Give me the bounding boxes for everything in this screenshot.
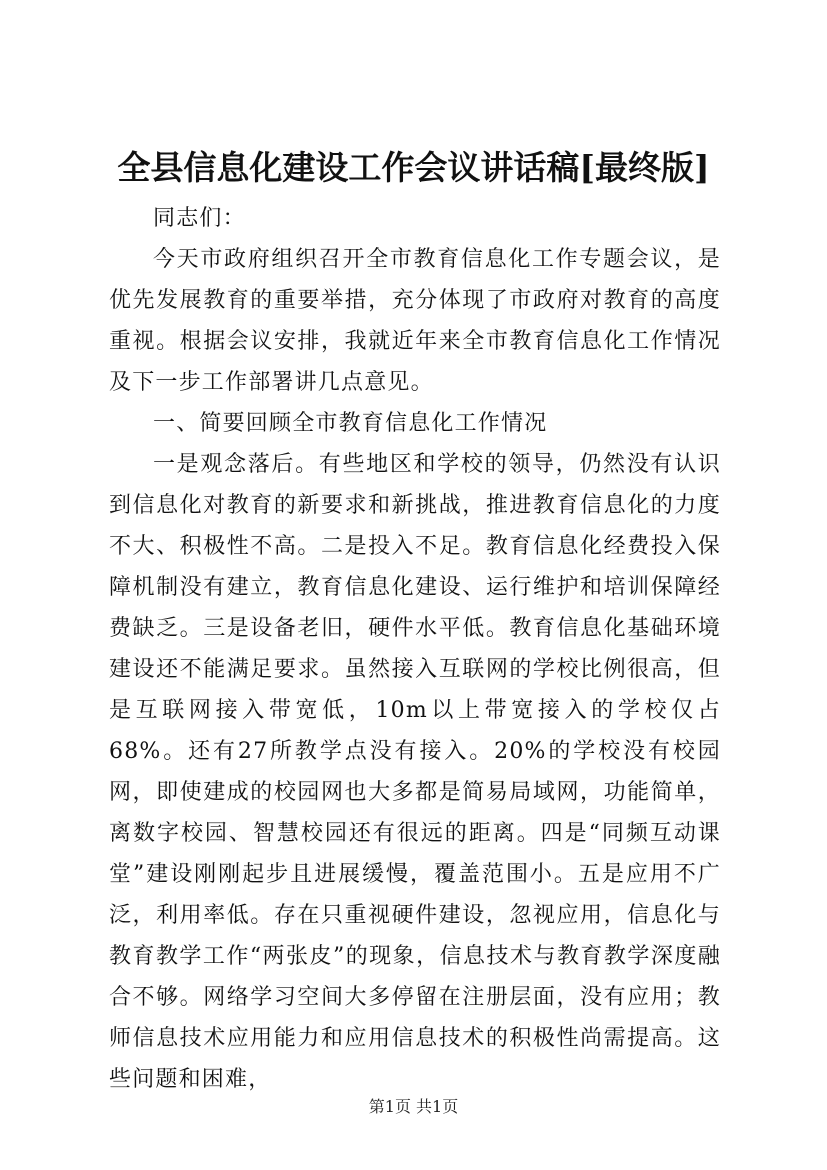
problems-paragraph: 一是观念落后。有些地区和学校的领导，仍然没有认识到信息化对教育的新要求和新挑战，推进教育信息化的力度不大、积极性不高。二是投入不足。教育信息化经费投入保障机制没有建立，教育信息化建设、运行维护和培训保障经费缺乏。三是设备老旧，硬件水平低。教育信息化基础环境建设还不能满足要求。虽然接入互联网的学校比例很高，但是互联网接入带宽低，10m以上带宽接入的学校仅占68%。还有27所教学点没有接入。20%的学校没有校园网，即使建成的校园网也大多都是简易局域网，功能简单，离数字校园、智慧校园还有很远的距离。四是“同频互动课堂”建设刚刚起步且进展缓慢，覆盖范围小。五是应用不广泛，利用率低。存在只重视硬件建设，忽视应用，信息化与教育教学工作“两张皮”的现象，信息技术与教育教学深度融合不够。网络学习空间大多停留在注册层面，没有应用；教师信息技术应用能力和应用信息技术的积极性尚需提高。这些问题和困难， bbox=[109, 452, 721, 1092]
section-heading: 一、简要回顾全市教育信息化工作情况 bbox=[153, 411, 548, 436]
page-number-footer: 第1页 共1页 bbox=[368, 1097, 459, 1116]
document-title: 全县信息化建设工作会议讲话稿[最终版] bbox=[117, 148, 710, 187]
salutation-paragraph: 同志们： bbox=[153, 206, 246, 231]
intro-paragraph: 今天市政府组织召开全市教育信息化工作专题会议，是优先发展教育的重要举措，充分体现了市政府对教育的高度重视。根据会议安排，我就近年来全市教育信息化工作情况及下一步工作部署讲几点意见。 bbox=[109, 247, 721, 395]
document-body bbox=[109, 198, 721, 1100]
